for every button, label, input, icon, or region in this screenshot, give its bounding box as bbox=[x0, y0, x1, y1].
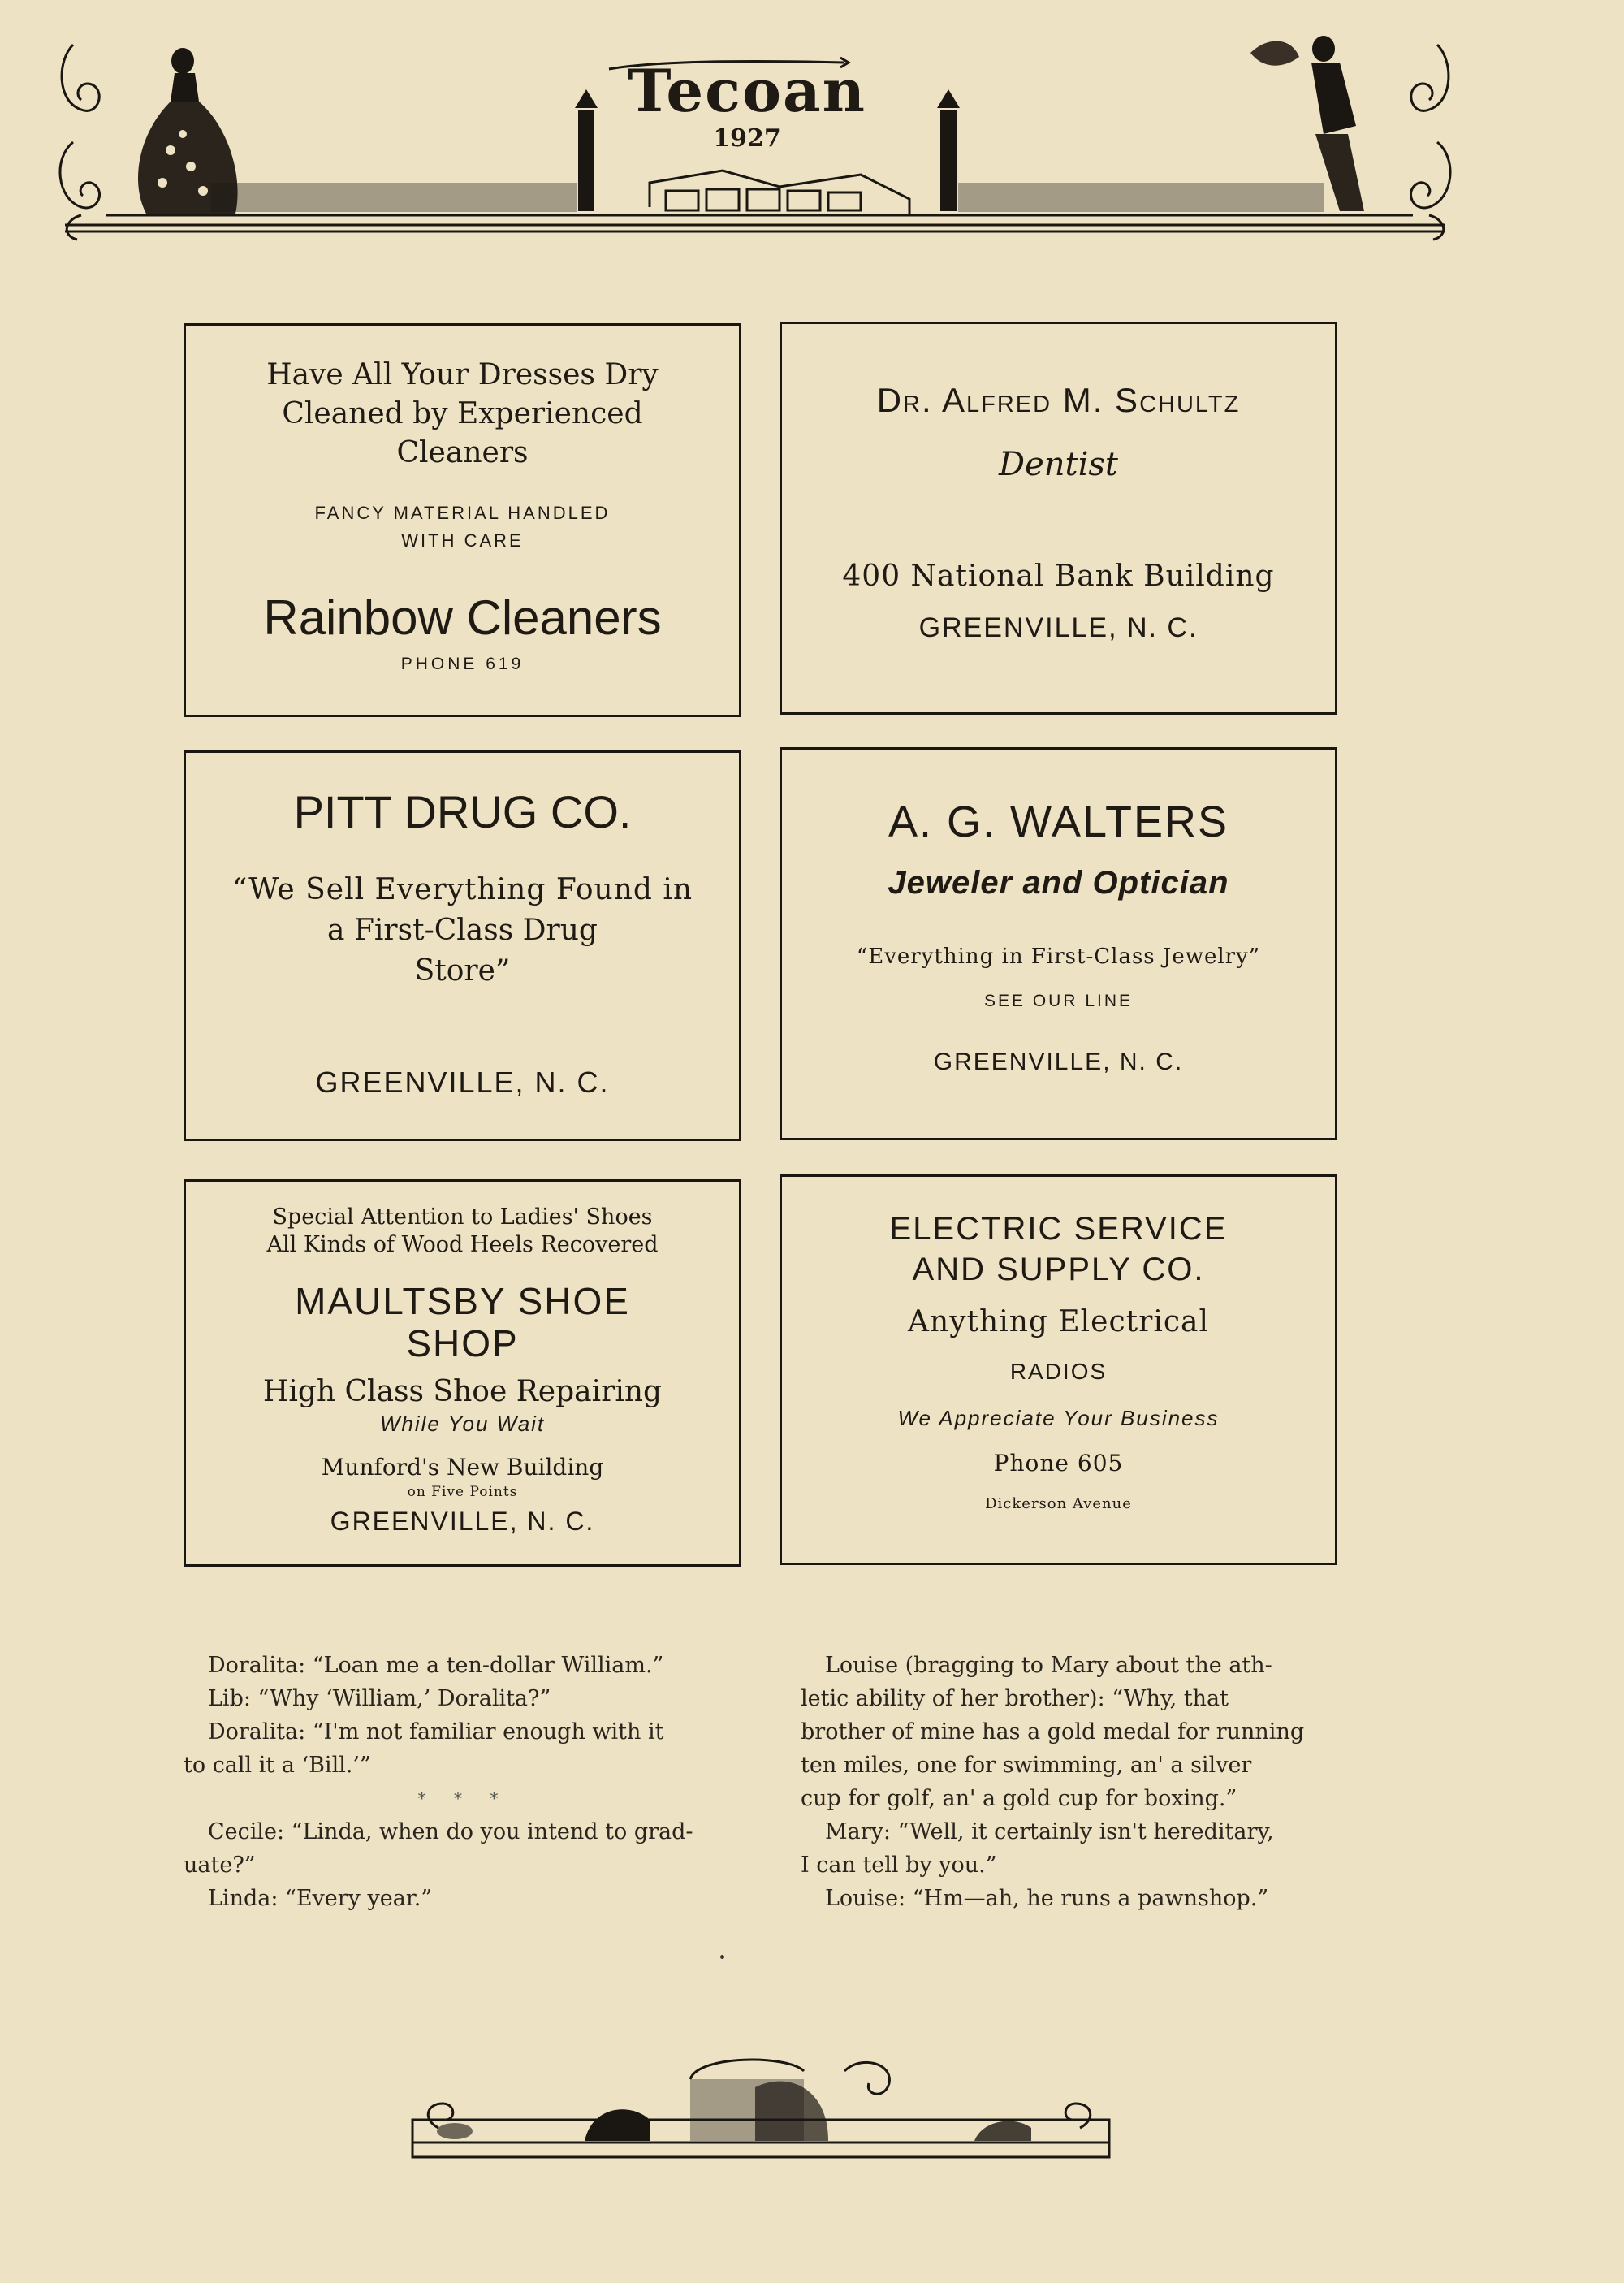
joke-left-line: uate?” bbox=[184, 1853, 256, 1878]
ad-rainbow-cleaners bbox=[184, 323, 741, 717]
footer-ornament bbox=[406, 2039, 1121, 2168]
jokes-right-column bbox=[801, 1649, 1369, 1915]
ad-electric-service bbox=[780, 1174, 1337, 1565]
electric-street: Dickerson Avenue bbox=[985, 1495, 1132, 1512]
ad-pitt-drug bbox=[184, 750, 741, 1141]
pitt-line-1: “We Sell Everything Found in bbox=[231, 873, 693, 906]
joke-right-line: Louise (bragging to Mary about the ath- bbox=[825, 1653, 1272, 1678]
electric-name-2: AND SUPPLY CO. bbox=[912, 1252, 1205, 1287]
joke-right-line: letic ability of her brother): “Why, that bbox=[801, 1686, 1229, 1711]
joke-right-line: ten miles, one for swimming, an' a silver bbox=[801, 1753, 1252, 1778]
joke-left-line: Cecile: “Linda, when do you intend to grad- bbox=[208, 1819, 693, 1844]
electric-phone: Phone 605 bbox=[993, 1450, 1124, 1477]
cleaners-line-3: Cleaners bbox=[396, 436, 529, 469]
pitt-line-3: Store” bbox=[414, 954, 511, 988]
schultz-title: Dentist bbox=[999, 446, 1118, 483]
joke-left-line: Doralita: “Loan me a ten-dollar William.” bbox=[208, 1653, 664, 1678]
walters-city: GREENVILLE, N. C. bbox=[933, 1049, 1184, 1075]
pitt-line-2: a First-Class Drug bbox=[327, 914, 598, 947]
maultsby-service: High Class Shoe Repairing bbox=[262, 1375, 663, 1408]
walters-note: SEE OUR LINE bbox=[983, 992, 1134, 1010]
electric-appreciate: We Appreciate Your Business bbox=[897, 1406, 1220, 1430]
walters-title: Jeweler and Optician bbox=[888, 865, 1229, 901]
schultz-city: GREENVILLE, N. C. bbox=[918, 612, 1199, 643]
cleaners-line-2: Cleaned by Experienced bbox=[282, 397, 643, 430]
joke-right-line: Mary: “Well, it certainly isn't hereditary, bbox=[825, 1819, 1274, 1844]
schultz-address: 400 National Bank Building bbox=[842, 560, 1275, 593]
joke-left-line: Lib: “Why ‘William,’ Doralita?” bbox=[208, 1686, 551, 1711]
joke-left-line: Doralita: “I'm not familiar enough with it bbox=[208, 1719, 664, 1745]
cleaners-name: Rainbow Cleaners bbox=[263, 590, 662, 645]
pitt-city: GREENVILLE, N. C. bbox=[315, 1066, 610, 1099]
electric-name-1: ELECTRIC SERVICE bbox=[889, 1211, 1228, 1247]
maultsby-line-1: Special Attention to Ladies' Shoes bbox=[272, 1204, 653, 1230]
cleaners-line-1: Have All Your Dresses Dry bbox=[266, 358, 659, 391]
ad-maultsby-shoe bbox=[184, 1179, 741, 1567]
joke-left-line: to call it a ‘Bill.’” bbox=[184, 1753, 371, 1778]
joke-left-line: Linda: “Every year.” bbox=[208, 1886, 433, 1911]
maultsby-line-2: All Kinds of Wood Heels Recovered bbox=[266, 1232, 659, 1257]
joke-right-line: Louise: “Hm—ah, he runs a pawnshop.” bbox=[825, 1886, 1269, 1911]
maultsby-city: GREENVILLE, N. C. bbox=[330, 1507, 595, 1536]
electric-tagline: Anything Electrical bbox=[908, 1305, 1209, 1338]
maultsby-location: Munford's New Building bbox=[321, 1454, 604, 1481]
cleaners-note-2: WITH CARE bbox=[401, 530, 524, 551]
maultsby-location-2: on Five Points bbox=[407, 1484, 518, 1500]
header-title: Tecoan bbox=[628, 56, 866, 125]
maultsby-wait: While You Wait bbox=[379, 1412, 546, 1436]
cleaners-note-1: FANCY MATERIAL HANDLED bbox=[314, 503, 611, 523]
joke-separator: * * * bbox=[417, 1788, 510, 1808]
joke-right-line: cup for golf, an' a gold cup for boxing.” bbox=[801, 1786, 1237, 1811]
ad-dr-schultz bbox=[780, 322, 1337, 715]
walters-slogan: “Everything in First-Class Jewelry” bbox=[856, 945, 1261, 969]
ad-ag-walters bbox=[780, 747, 1337, 1140]
electric-product: RADIOS bbox=[1009, 1359, 1108, 1384]
cleaners-phone: PHONE 619 bbox=[400, 655, 525, 673]
walters-name: A. G. WALTERS bbox=[888, 798, 1229, 846]
header-banner bbox=[49, 12, 1462, 256]
header-year: 1927 bbox=[713, 124, 781, 153]
page-dot bbox=[720, 1955, 724, 1959]
maultsby-name-1: MAULTSBY SHOE bbox=[295, 1280, 630, 1322]
pitt-name: PITT DRUG CO. bbox=[293, 786, 632, 837]
schultz-name: Dr. Alfred M. Schultz bbox=[876, 381, 1241, 419]
maultsby-name-2: SHOP bbox=[406, 1322, 519, 1364]
jokes-left-column bbox=[184, 1649, 744, 1915]
joke-right-line: I can tell by you.” bbox=[801, 1853, 997, 1878]
joke-right-line: brother of mine has a gold medal for running bbox=[801, 1719, 1305, 1745]
